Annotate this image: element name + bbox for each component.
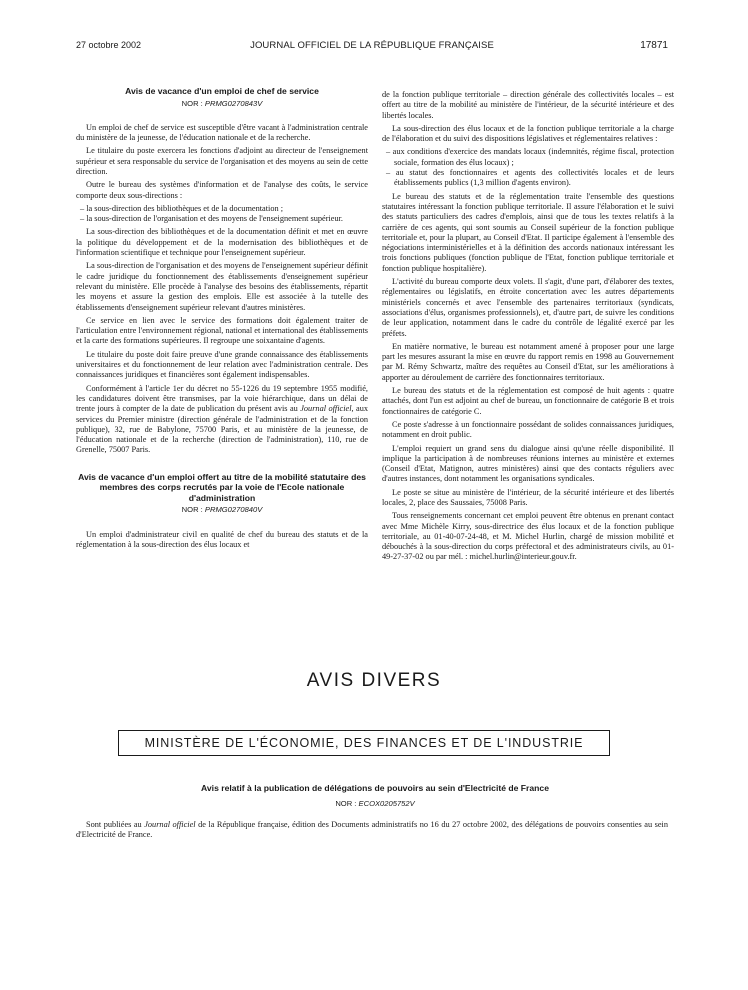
notice-1-paragraph: Le titulaire du poste doit faire preuve d'une grande connaissance des établissements universitaires et du fonctionnement de leur relation avec l'administration centrale. Des connaissances juridiques et financières sont également indispensables. bbox=[76, 349, 368, 380]
notice-1-paragraph: La sous-direction des bibliothèques et de la documentation définit et met en œuvre la politique du développement et de la modernisation des bibliothèques et de l'information scientifique et technique pour l'enseignement supérieur. bbox=[76, 227, 368, 258]
notice-3-text: de la République française, édition des Documents administratifs no 16 du 27 octobre 2002, des délégations de pouvoirs consenties au sein d'Electricité de France. bbox=[76, 820, 668, 840]
notice-2-title: Avis de vacance d'un emploi offert au titre de la mobilité statutaire des membres des corps recrutés par la voie de l'Ecole nationale d'administration bbox=[78, 471, 366, 503]
notice-2-paragraph: Le bureau des statuts et de la réglementation traite l'ensemble des questions statutaires intéressant la fonction publique territoriale. Il assure l'élaboration et le suivi des statuts particuliers des cadres d'emplois, ainsi que de tous les textes relatifs à la carrière de ces agents, qui sont soumis au Conseil supérieur de la fonction publique territoriale et, pour la plupart, au Conseil d'Etat. Il participe également à l'ensemble des négociations interministérielles et à la définition des accords nationaux intéressant les trois fonctions publiques (fonction publique de l'Etat, fonction publique territoriale et fonction publique hospitalière). bbox=[382, 191, 674, 273]
notice-1-text: Conformément à l'article 1er du décret no 55-1226 du 19 septembre 1955 modifié, les candidatures doivent être transmises, par la voie hiérarchique, dans un délai de trente jours à compter de la date de publication du présent avis au bbox=[76, 383, 368, 414]
right-column bbox=[382, 90, 674, 566]
notice-2-paragraph: Ce poste s'adresse à un fonctionnaire possédant de solides connaissances juridiques, notamment en droit public. bbox=[382, 419, 674, 440]
notice-2-paragraph: En matière normative, le bureau est notamment amené à proposer pour une large part les mesures assurant la mise en œuvre du rapport remis en 1998 au Gouvernement par M. Rémy Schwartz, maître des requêtes au Conseil d'Etat, sur les améliorations à apporter au déroulement de carrière des fonctionnaires territoriaux. bbox=[382, 341, 674, 382]
ministry-name: MINISTÈRE DE L'ÉCONOMIE, DES FINANCES ET DE L'INDUSTRIE bbox=[144, 736, 584, 750]
notice-2-paragraph: de la fonction publique territoriale – direction générale des collectivités locales – est offert au titre de la mobilité au ministère de l'intérieur, de la sécurité intérieure et des libertés locales. bbox=[382, 90, 674, 120]
header-journal-title: JOURNAL OFFICIEL DE LA RÉPUBLIQUE FRANÇAISE bbox=[250, 40, 494, 51]
notice-1-nor-code: PRMG0270843V bbox=[204, 98, 263, 108]
section-title: AVIS DIVERS bbox=[306, 670, 442, 691]
notice-1-nor bbox=[76, 99, 368, 109]
notice-3-title: Avis relatif à la publication de délégations de pouvoirs au sein d'Electricité de France bbox=[201, 783, 549, 793]
notice-3-nor bbox=[76, 799, 674, 808]
notice-1-paragraph: Le titulaire du poste exercera les fonctions d'adjoint au directeur de l'enseignement supérieur et sera responsable du service de l'organisation et des moyens au sein de cette direction. bbox=[76, 146, 368, 176]
notice-1-paragraph: Ce service en lien avec le service des formations doit également traiter de l'articulation entre l'environnement régional, national et international des établissements et la carte des formations supérieures. Il regroupe une soixantaine d'agents. bbox=[76, 315, 368, 346]
notice-3-paragraph bbox=[76, 820, 668, 841]
list-item: – au statut des fonctionnaires et agents des collectivités locales et de leurs établissements publics (1,3 million d'agents environ). bbox=[382, 168, 674, 189]
header-date: 27 octobre 2002 bbox=[76, 40, 142, 50]
notice-2-paragraph: La sous-direction des élus locaux et de la fonction publique territoriale a la charge de l'élaboration et du suivi des dispositions législatives et réglementaires relatives : bbox=[382, 123, 674, 144]
notice-1-paragraph: Un emploi de chef de service est susceptible d'être vacant à l'administration centrale du ministère de la jeunesse, de l'éducation nationale et de la recherche. bbox=[76, 122, 368, 143]
notice-2-nor-prefix: NOR : bbox=[181, 505, 205, 515]
notice-3-text: Sont publiées au bbox=[86, 820, 145, 829]
left-column bbox=[76, 86, 368, 553]
notice-2-list bbox=[382, 147, 674, 188]
notice-1-paragraph: La sous-direction de l'organisation et des moyens de l'enseignement supérieur définit le cadre juridique du fonctionnement des établissements d'enseignement supérieur relevant du ministère. Elle procède à l'analyse des besoins des établissements, répartit les moyens et assure la gestion des emplois. Elle est associée à la tutelle des établissements d'enseignement supérieur relevant d'autres ministères. bbox=[76, 261, 368, 312]
notice-1-paragraph: Outre le bureau des systèmes d'information et de l'analyse des coûts, le service comporte deux sous-directions : bbox=[76, 180, 368, 200]
notice-2-nor bbox=[76, 505, 368, 515]
notice-2-paragraph: Tous renseignements concernant cet emploi peuvent être obtenus en prenant contact avec Mme Michèle Kirry, sous-directrice des élus locaux et de la fonction publique territoriale, au 01-40-07-24-48, et M. Michel Hurlin, chargé de mission mobilité et débouchés à la sous-direction du corps préfectoral et des administrateurs civils, au 01-49-27-37-02 ou par mél. : michel.hurlin@interieur.gouv.fr. bbox=[382, 511, 674, 562]
header-page-number: 17871 bbox=[640, 40, 668, 51]
notice-1-text: , aux services du Premier ministre (direction générale de l'administration et de la fonction publique), 32, rue de Babylone, 75700 Paris, et au ministère de la jeunesse, de l'éducation nationale et de la recherche (direction de l'administration), 110, rue de Grenelle, 75007 Paris. bbox=[76, 404, 368, 455]
notice-1-nor-prefix: NOR : bbox=[181, 98, 205, 108]
notice-2-nor-code: PRMG0270840V bbox=[204, 505, 263, 515]
notice-1-list bbox=[76, 204, 368, 225]
list-item: – la sous-direction de l'organisation et des moyens de l'enseignement supérieur. bbox=[76, 214, 368, 224]
notice-2-paragraph: Le bureau des statuts et de la réglementation est composé de huit agents : quatre attachés, dont l'un est adjoint au chef de bureau, un fonctionnaire de catégorie B et trois fonctionnaires de catégorie C. bbox=[382, 386, 674, 416]
notice-2-paragraph: Un emploi d'administrateur civil en qualité de chef du bureau des statuts et de la réglementation à la sous-direction des élus locaux et bbox=[76, 529, 368, 549]
notice-3-nor-code: ECOX0205752V bbox=[358, 799, 415, 808]
notice-3-nor-prefix: NOR : bbox=[335, 799, 359, 808]
journal-officiel-ref: Journal officiel bbox=[144, 820, 196, 829]
ministry-heading bbox=[118, 730, 610, 756]
notice-2-paragraph: Le poste se situe au ministère de l'intérieur, de la sécurité intérieure et des libertés locales, 2, place des Saussaies, 75008 Paris. bbox=[382, 487, 674, 507]
notice-1-title: Avis de vacance d'un emploi de chef de service bbox=[125, 86, 319, 96]
page-header bbox=[76, 40, 668, 54]
list-item: – aux conditions d'exercice des mandats locaux (indemnités, régime fiscal, protection sociale, formation des élus locaux) ; bbox=[382, 147, 674, 168]
notice-1-paragraph bbox=[76, 384, 368, 456]
journal-officiel-ref: Journal officiel bbox=[300, 404, 352, 414]
notice-2-paragraph: L'emploi requiert un grand sens du dialogue ainsi qu'une réelle disponibilité. Il implique la participation à de nombreuses réunions internes au ministère et externes (Conseil d'Etat, Matignon, autres ministères) ainsi que des contacts réguliers avec d'autres instances, dont notamment les organisations syndicales. bbox=[382, 443, 674, 484]
notice-2-paragraph: L'activité du bureau comporte deux volets. Il s'agit, d'une part, d'élaborer des textes, réglementaires ou législatifs, en étroite concertation avec les autres départements ministériels concernés et avec l'ensemble des partenaires territoriaux (syndicats, associations d'élus, organismes professionnels), et, d'autre part, de suivre les conditions de leur application, notamment dans le cadre du contrôle de légalité exercé par les préfets. bbox=[382, 277, 674, 338]
list-item: – la sous-direction des bibliothèques et de la documentation ; bbox=[76, 204, 368, 214]
